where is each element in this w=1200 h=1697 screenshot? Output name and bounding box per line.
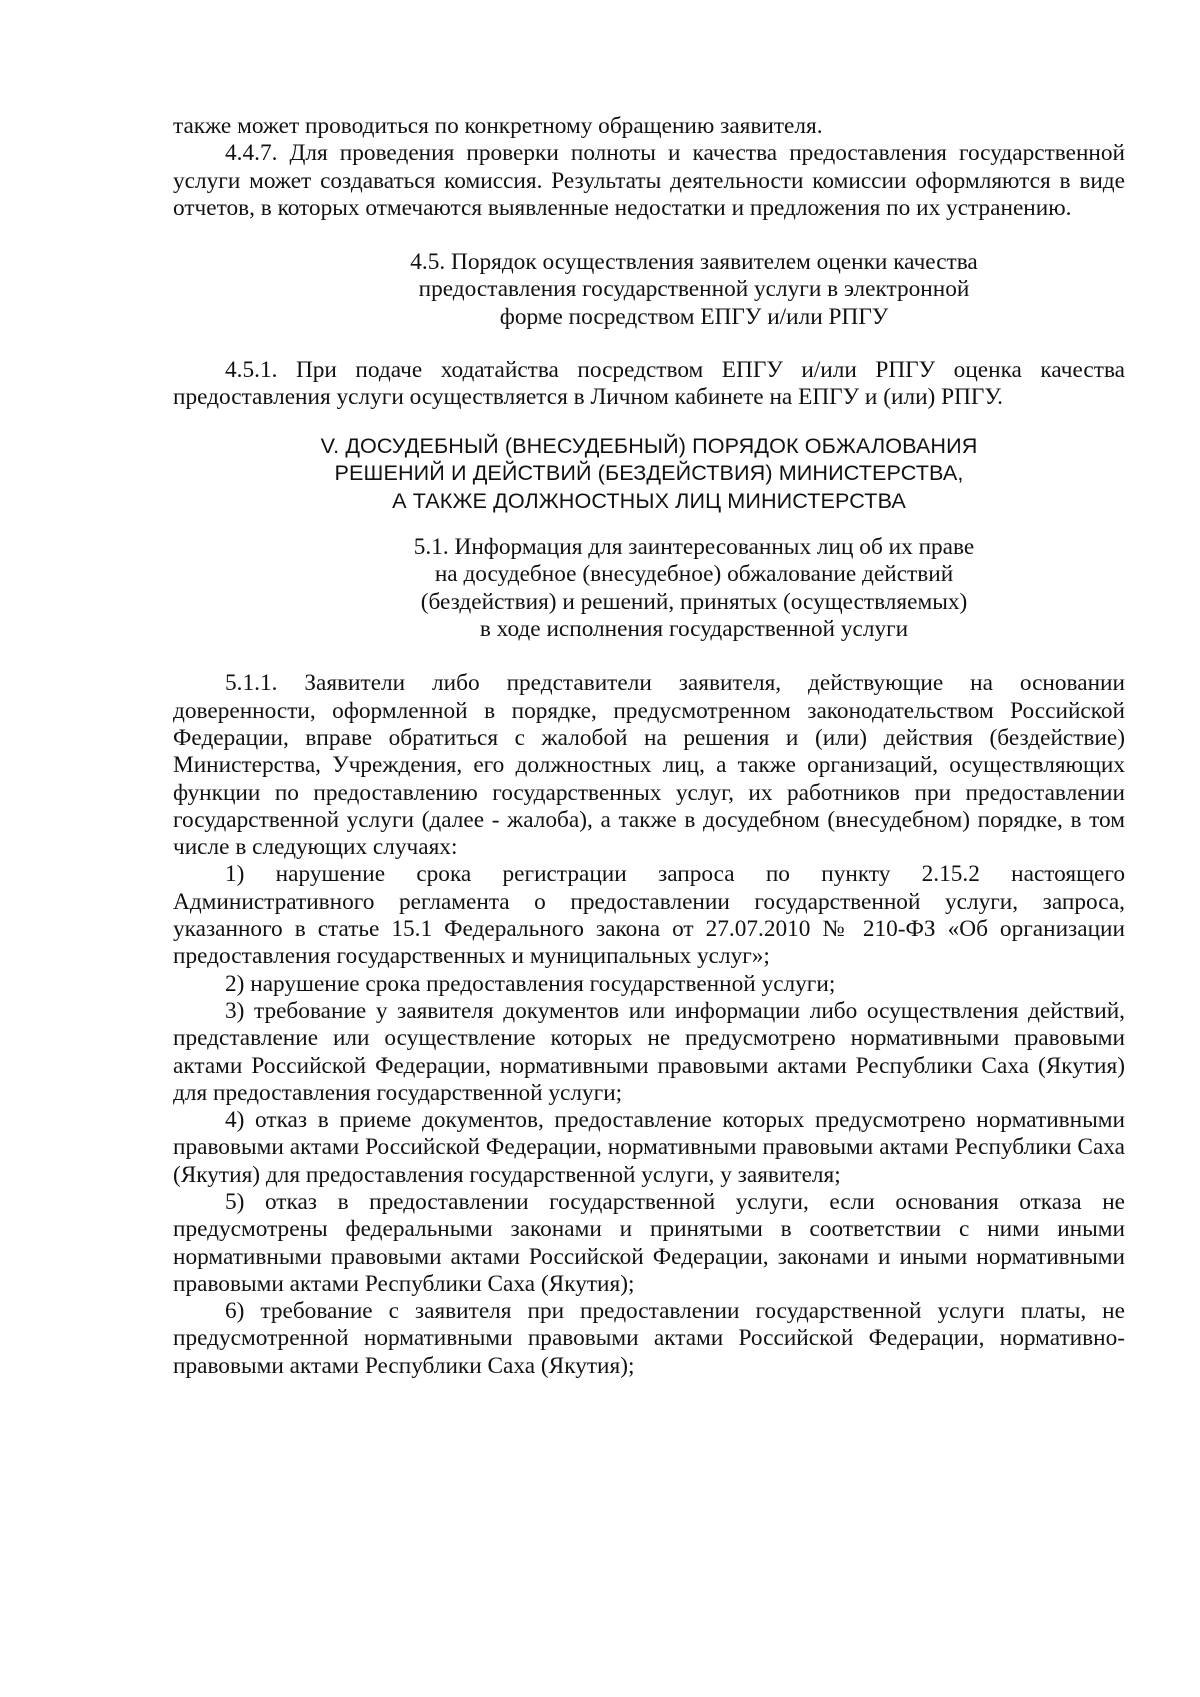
section-v-heading — [213, 432, 1085, 515]
spacer — [173, 643, 1125, 670]
continuation-paragraph: также может проводиться по конкретному обращению заявителя. — [173, 113, 823, 139]
heading-4-5-line: 4.5. Порядок осуществления заявителем оценки качества — [410, 249, 978, 276]
section-v-line: А ТАКЖЕ ДОЛЖНОСТНЫХ ЛИЦ МИНИСТЕРСТВА — [392, 487, 906, 513]
spacer — [173, 412, 1125, 432]
list-item: 1) нарушение срока регистрации запроса по пункту 2.15.2 настоящего Административного регламента о предоставлении государственной услуги, запроса, указанного в статье 15.1 Федерального закона от 27.07.2010 № 210-ФЗ «Об организации предоставления государственных и муниципальных услуг»; — [173, 861, 1125, 970]
heading-4-5 — [363, 249, 1025, 331]
paragraph-4-5-1: 4.5.1. При подаче ходатайства посредством ЕПГУ и/или РПГУ оценка качества предоставления услуги осуществляется в Личном кабинете на ЕПГУ и (или) РПГУ. — [173, 357, 1125, 411]
spacer — [173, 514, 1125, 534]
document-page — [173, 113, 1125, 1380]
paragraph-4-4-7: 4.4.7. Для проведения проверки полноты и качества предоставления государственной услуги может создаваться комиссия. Результаты деятельности комиссии оформляются в виде отчетов, в которых отмечаются выявленные недостатки и предложения по их устранению. — [173, 140, 1125, 221]
section-v-line: V. ДОСУДЕБНЫЙ (ВНЕСУДЕБНЫЙ) ПОРЯДОК ОБЖАЛОВАНИЯ — [320, 432, 978, 458]
list-item: 2) нарушение срока предоставления государственной услуги; — [225, 970, 836, 997]
list-item: 6) требование с заявителя при предоставлении государственной услуги платы, не предусмотренной нормативными правовыми актами Российской Федерации, нормативно-правовыми актами Республики Саха (Якутия); — [173, 1298, 1125, 1379]
heading-5-1 — [363, 534, 1025, 643]
spacer — [173, 222, 1125, 249]
heading-5-1-line: на досудебное (внесудебное) обжалование действий — [434, 561, 954, 588]
heading-5-1-line: (бездействия) и решений, принятых (осуществляемых) — [420, 588, 968, 615]
heading-4-5-line: предоставления государственной услуги в электронной — [418, 276, 970, 303]
list-item: 3) требование у заявителя документов или информации либо осуществления действий, представление или осуществление которых не предусмотрено нормативными правовыми актами Российской Федерации, нормативными правовыми актами Республики Саха (Якутия) для предоставления государственной услуги; — [173, 997, 1125, 1106]
spacer — [173, 331, 1125, 357]
section-v-line: РЕШЕНИЙ И ДЕЙСТВИЙ (БЕЗДЕЙСТВИЯ) МИНИСТЕРСТВА, — [334, 460, 964, 486]
list-item: 4) отказ в приеме документов, предоставление которых предусмотрено нормативными правовыми актами Российской Федерации, нормативными правовыми актами Республики Саха (Якутия) для предоставления государственной услуги, у заявителя; — [173, 1107, 1125, 1188]
list-item: 5) отказ в предоставлении государственной услуги, если основания отказа не предусмотрены федеральными законами и принятыми в соответствии с ними иными нормативными правовыми актами Российской Федерации, законами и иными нормативными правовыми актами Республики Саха (Якутия); — [173, 1189, 1125, 1297]
heading-5-1-line: в ходе исполнения государственной услуги — [479, 616, 909, 643]
heading-5-1-line: 5.1. Информация для заинтересованных лиц об их праве — [413, 534, 975, 561]
heading-4-5-line: форме посредством ЕПГУ и/или РПГУ — [499, 303, 889, 330]
paragraph-5-1-1: 5.1.1. Заявители либо представители заявителя, действующие на основании доверенности, оформленной в порядке, предусмотренном законодательством Российской Федерации, вправе обратиться с жалобой на решения и (или) действия (бездействие) Министерства, Учреждения, его должностных лиц, а также организаций, осуществляющих функции по предоставлению государственных услуг, их работников при предоставлении государственной услуги (далее - жалоба), а также в досудебном (внесудебном) порядке, в том числе в следующих случаях: — [173, 670, 1125, 861]
